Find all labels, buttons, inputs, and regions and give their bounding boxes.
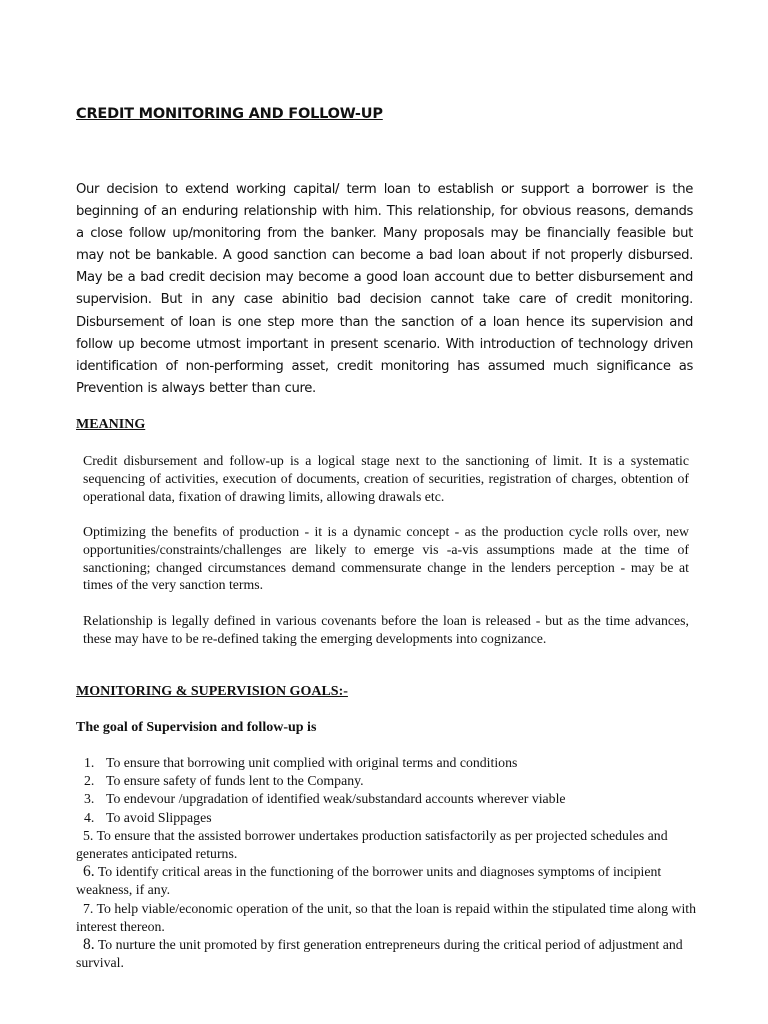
list-item <box>76 754 696 772</box>
list-item-text: To ensure safety of funds lent to the Company. <box>106 773 364 789</box>
list-item <box>76 900 696 936</box>
list-item <box>76 827 696 863</box>
list-item-number: 1. <box>84 755 95 770</box>
list-item <box>76 936 696 972</box>
document-title: CREDIT MONITORING AND FOLLOW-UP <box>76 106 383 122</box>
list-item-number: 6. <box>83 863 95 881</box>
meaning-paragraph-3: Relationship is legally defined in various covenants before the loan is released - but as the time advances, these may have to be re-defined taking the emerging developments into cognizance. <box>83 613 689 646</box>
goals-heading: MONITORING & SUPERVISION GOALS:- <box>76 684 348 699</box>
list-item-text: To identify critical areas in the functioning of the borrower units and diagnoses symptoms of incipient weakness, if any. <box>76 864 662 898</box>
goals-list <box>76 754 696 972</box>
list-item-number: 3. <box>84 791 95 807</box>
list-item <box>76 772 696 790</box>
list-item <box>76 790 696 808</box>
list-item <box>76 863 696 899</box>
list-item-text: To ensure that the assisted borrower undertakes production satisfactorily as per projected schedules and generates anticipated returns. <box>76 827 668 862</box>
list-item-number: 7. <box>83 900 94 916</box>
list-item-text: To endevour /upgradation of identified weak/substandard accounts wherever viable <box>106 791 566 807</box>
list-item-text: To ensure that borrowing unit complied with original terms and conditions <box>106 755 518 770</box>
list-item-text: To avoid Slippages <box>106 809 212 825</box>
goals-subheading: The goal of Supervision and follow-up is <box>76 720 317 735</box>
list-item-number: 5. <box>83 827 94 843</box>
intro-paragraph: Our decision to extend working capital/ term loan to establish or support a borrower is the beginning of an enduring relationship with him. This relationship, for obvious reasons, demands a close follow up/monitoring from the banker. Many proposals may be financially feasible but may not be bankable. A good sanction can become a bad loan about if not properly disbursed. May be a bad credit decision may become a good loan account due to better disbursement and supervision. But in any case abinitio bad decision cannot take care of credit monitoring. Disbursement of loan is one step more than the sanction of a loan hence its supervision and follow up become utmost important in present scenario. With introduction of technology driven identification of non-performing asset, credit monitoring has assumed much significance as Prevention is always better than cure. <box>76 182 693 396</box>
meaning-heading: MEANING <box>76 417 146 432</box>
list-item-number: 4. <box>84 809 95 825</box>
list-item-text: To nurture the unit promoted by first generation entrepreneurs during the critical period of adjustment and survival. <box>76 937 683 971</box>
meaning-paragraph-2: Optimizing the benefits of production - it is a dynamic concept - as the production cycle rolls over, new opportunities/constraints/challenges are likely to emerge vis -a-vis assumptions made at the time of sanctioning; changed circumstances demand commensurate change in the lenders perception - may be at times of the very sanction terms. <box>83 524 689 593</box>
list-item-number: 8. <box>83 936 95 954</box>
list-item-text: To help viable/economic operation of the unit, so that the loan is repaid within the stipulated time along with interest thereon. <box>76 900 697 934</box>
list-item-number: 2. <box>84 773 95 789</box>
meaning-paragraph-1: Credit disbursement and follow-up is a logical stage next to the sanctioning of limit. It is a systematic sequencing of activities, execution of documents, creation of securities, registration of charges, obtention of operational data, fixation of drawing limits, allowing drawals etc. <box>83 453 689 504</box>
list-item <box>76 809 696 827</box>
